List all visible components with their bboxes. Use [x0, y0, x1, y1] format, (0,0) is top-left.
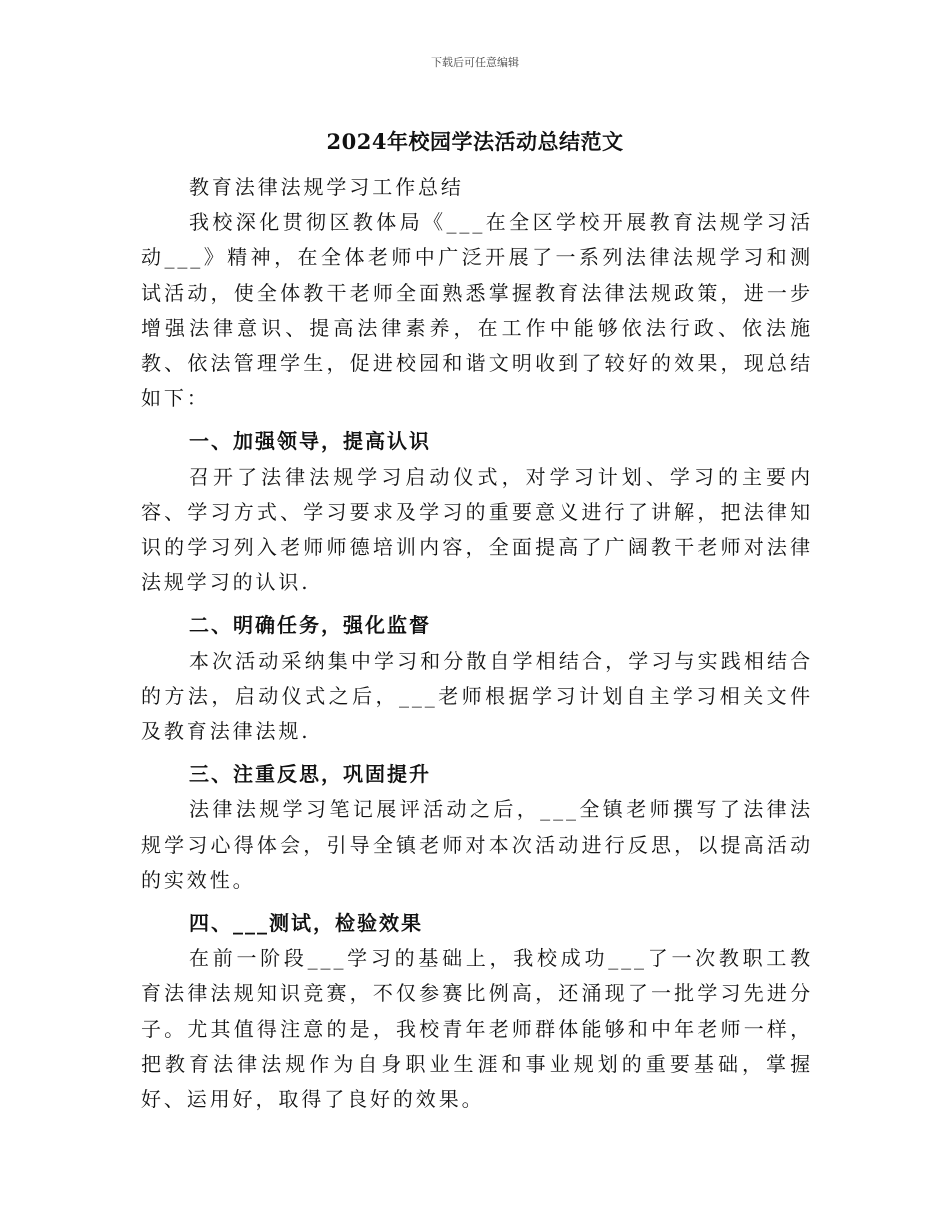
section-heading-4: 四、___测试，检验效果: [189, 911, 423, 936]
section-heading-1: 一、加强领导，提高认识: [189, 429, 431, 454]
document-subtitle: 教育法律法规学习工作总结: [189, 175, 464, 199]
intro-paragraph: 我校深化贯彻区教体局《___在全区学校开展教育法规学习活动___》精神，在全体老师中广泛开展了一系列法律法规学习和测试活动，使全体教干老师全面熟悉掌握教育法律法规政策，进一步增强法律意识、提高法律素养，在工作中能够依法行政、依法施教、依法管理学生，促进校园和谐文明收到了较好的效果，现总结如下：: [141, 210, 813, 411]
section-body-2: 本次活动采纳集中学习和分散自学相结合，学习与实践相结合的方法，启动仪式之后，___老师根据学习计划自主学习相关文件及教育法律法规.: [141, 648, 813, 744]
page-header-note: 下载后可任意编辑: [431, 56, 519, 69]
document-body: [141, 170, 813, 1117]
section-body-4: 在前一阶段___学习的基础上，我校成功___了一次教职工教育法律法规知识竞赛，不仅参赛比例高，还涌现了一批学习先进分子。尤其值得注意的是，我校青年老师群体能够和中年老师一样，把教育法律法规作为自身职业生涯和事业规划的重要基础，掌握好、运用好，取得了良好的效果。: [141, 946, 813, 1112]
spacer: [141, 898, 813, 906]
section-heading-2: 二、明确任务，强化监督: [189, 613, 431, 638]
document-title: 2024年校园学法活动总结范文: [326, 129, 624, 154]
spacer: [141, 749, 813, 757]
spacer: [141, 600, 813, 608]
section-body-3: 法律法规学习笔记展评活动之后，___全镇老师撰写了法律法规学习心得体会，引导全镇老师对本次活动进行反思，以提高活动的实效性。: [141, 797, 813, 892]
spacer: [141, 416, 813, 424]
section-body-1: 召开了法律法规学习启动仪式，对学习计划、学习的主要内容、学习方式、学习要求及学习的重要意义进行了讲解，把法律知识的学习列入老师师德培训内容，全面提高了广阔教干老师对法律法规学习的认识.: [141, 464, 813, 595]
section-heading-3: 三、注重反思，巩固提升: [189, 762, 431, 787]
